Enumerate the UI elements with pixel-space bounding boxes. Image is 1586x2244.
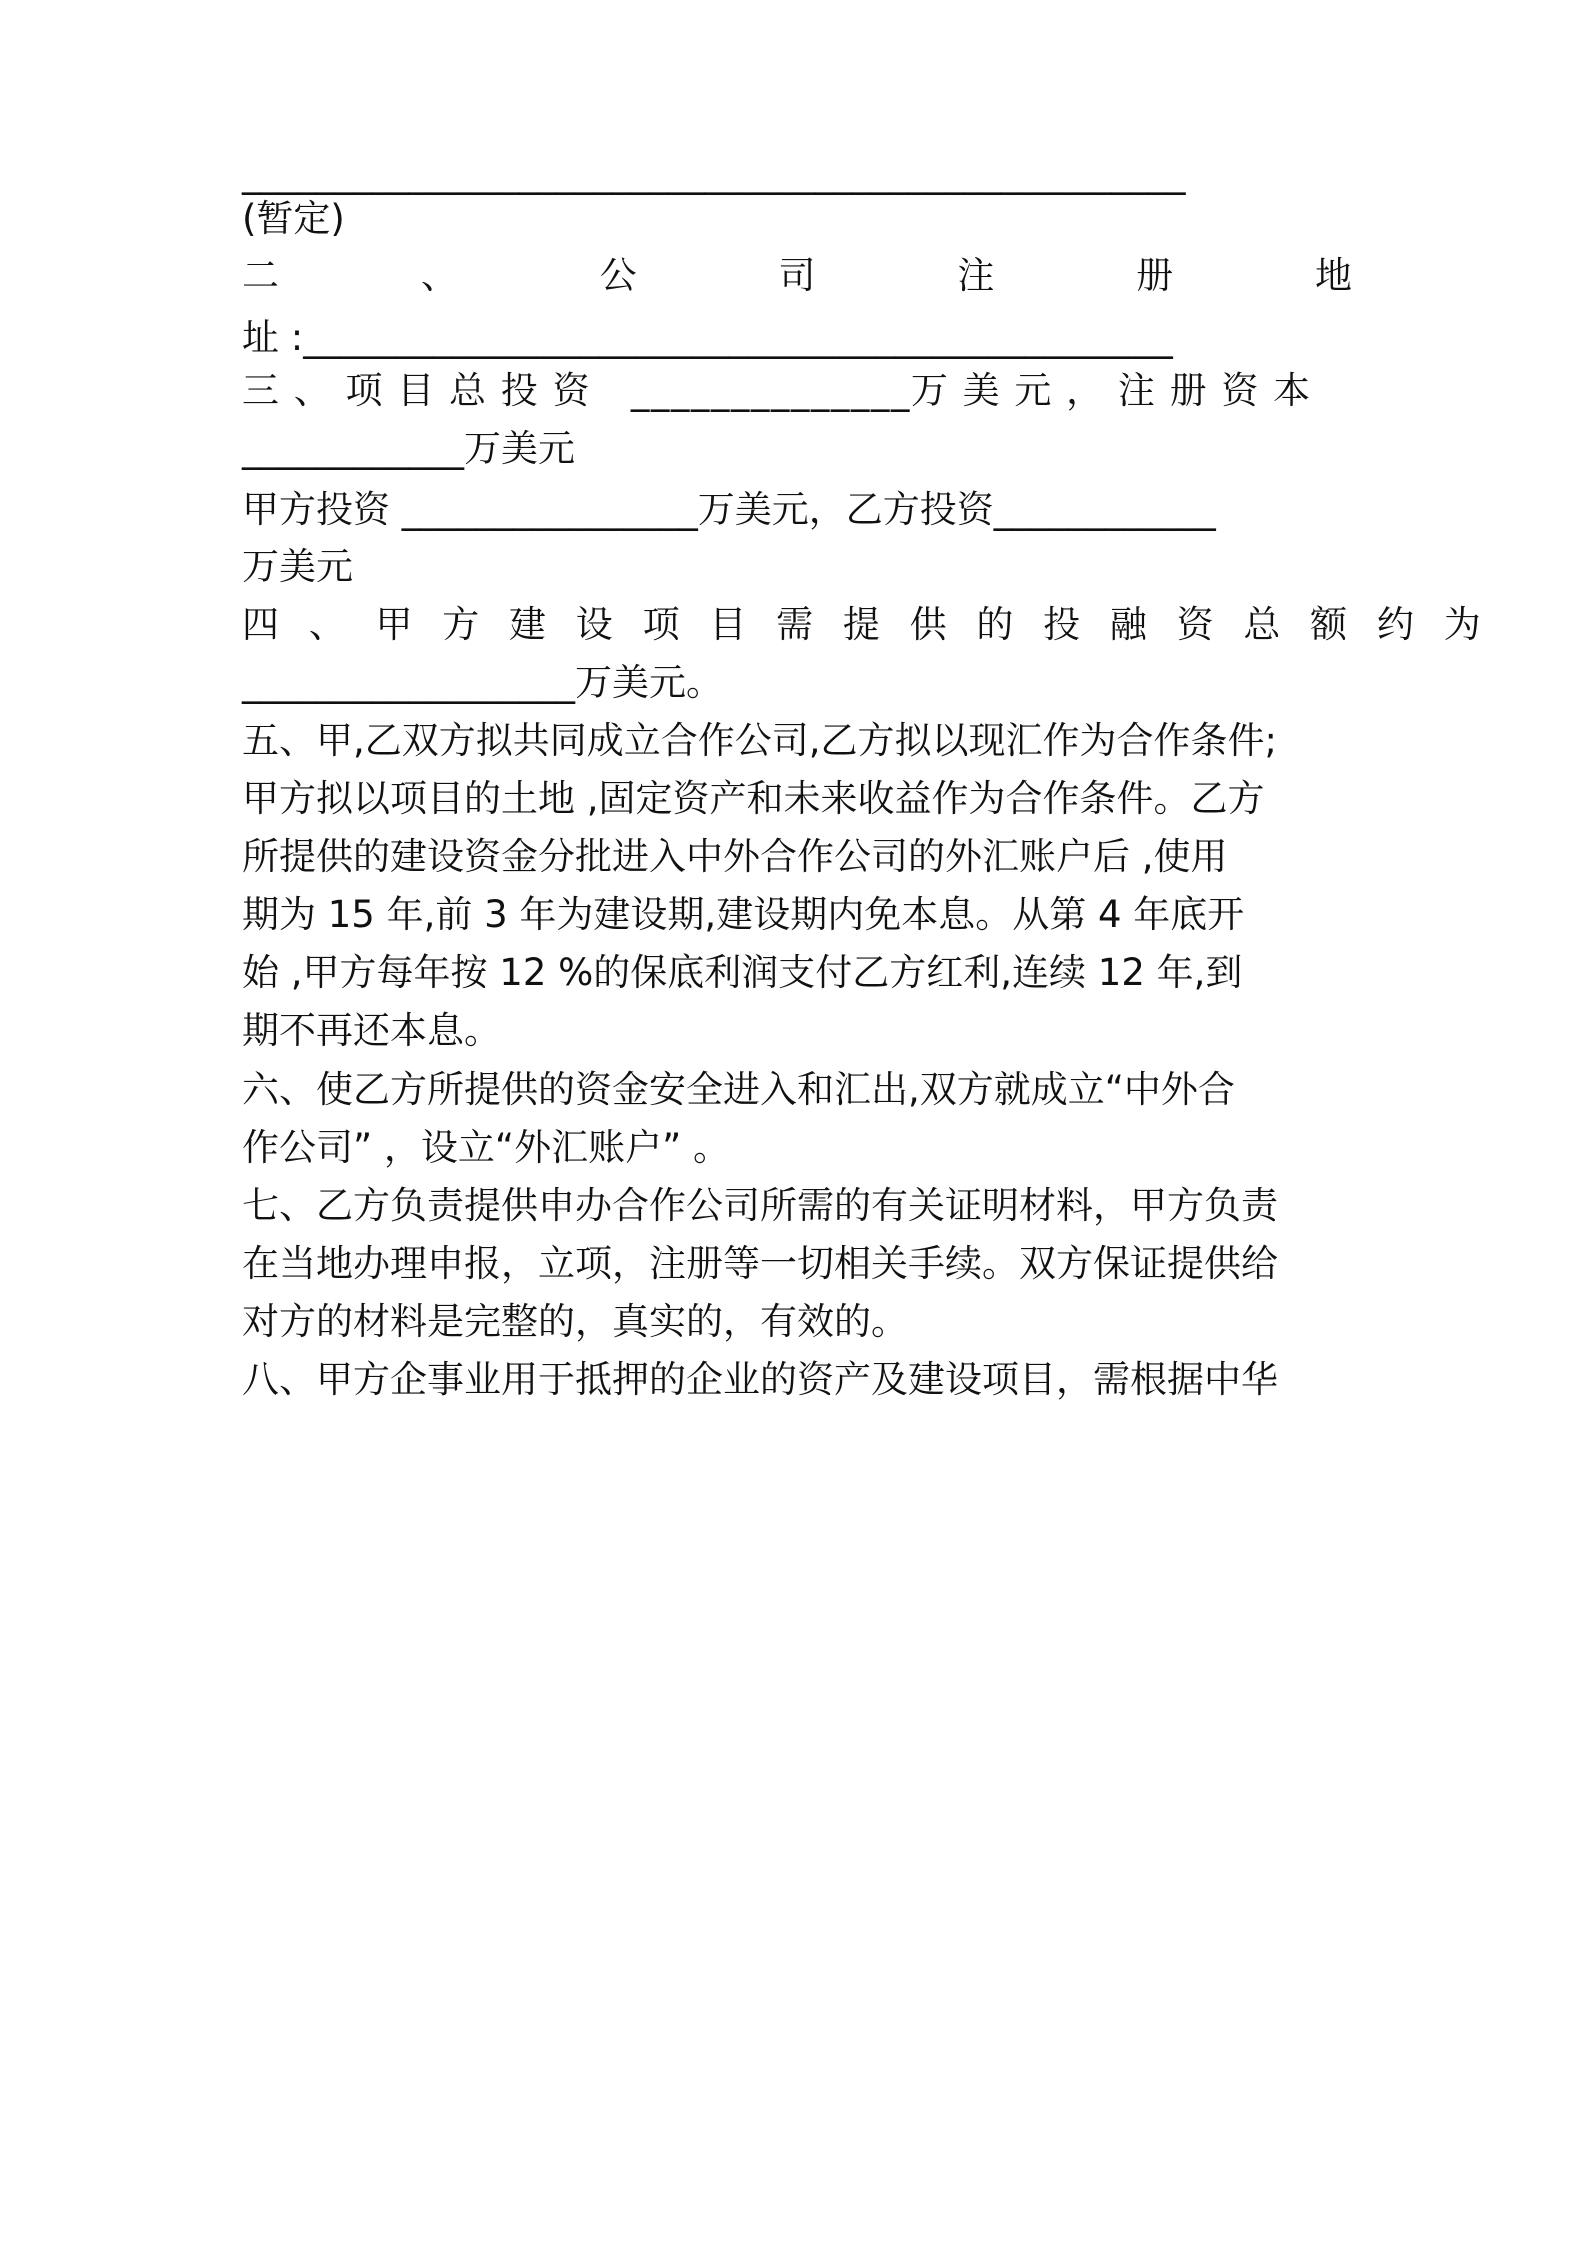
clause-7-line: 对方的材料是完整的，真实的，有效的。 [242,1300,908,1343]
clause-5-line: 期为 15 年,前 3 年为建设期,建设期内免本息。从第 4 年底开 [242,893,1245,936]
clause-4-continuation: __________________万美元。 [242,661,723,704]
investment-split-line: 甲方投资 ________________万美元，乙方投资____________ [242,488,1216,531]
clause-3-text: 三 、 项 目 总 投 资 ______________万 美 元 ， 注 册 资 本 [242,369,1312,412]
clause-6-line: 作公司” ，设立“外汇账户” 。 [242,1126,731,1169]
clause-7-line: 七、乙方负责提供申办合作公司所需的有关证明材料，甲方负责 [242,1184,1278,1227]
clause-2-char: 、 [420,254,458,297]
clause-2-char: 公 [599,254,637,297]
clause-8-line: 八、甲方企事业用于抵押的企业的资产及建设项目，需根据中华 [242,1358,1278,1401]
clause-2-char: 地 [1314,254,1352,297]
clause-5-line: 所提供的建设资金分批进入中外合作公司的外汇账户后 ,使用 [242,835,1228,878]
clause-2-heading [242,252,1352,300]
tentative-note: (暂定) [242,197,345,240]
clause-2-char: 司 [778,254,816,297]
clause-6-line: 六、使乙方所提供的资金安全进入和汇出,双方就成立“中外合 [242,1068,1235,1111]
clause-7-line: 在当地办理申报，立项，注册等一切相关手续。双方保证提供给 [242,1242,1278,1285]
clause-2-char: 二 [242,254,279,297]
clause-5-line: 五、甲,乙双方拟共同成立合作公司,乙方拟以现汇作为合作条件; [242,719,1277,762]
investment-unit-line: 万美元 [242,545,353,588]
clause-3-continuation: ____________万美元 [242,427,575,470]
clause-2-address-line: 址 :_______________________________________________ [242,316,1173,359]
clause-5-line: 甲方拟以项目的土地 ,固定资产和未来收益作为合作条件。乙方 [242,777,1265,820]
clause-2-char: 注 [957,254,995,297]
blank-fill-line: ___________________________________________________ [242,152,1186,195]
clause-2-char: 册 [1136,254,1174,297]
clause-5-line: 期不再还本息。 [242,1009,501,1052]
clause-5-line: 始 ,甲方每年按 12 %的保底利润支付乙方红利,连续 12 年,到 [242,951,1243,994]
clause-4-text: 四 、 甲 方 建 设 项 目 需 提 供 的 投 融 资 总 额 约 为 [242,603,1490,646]
